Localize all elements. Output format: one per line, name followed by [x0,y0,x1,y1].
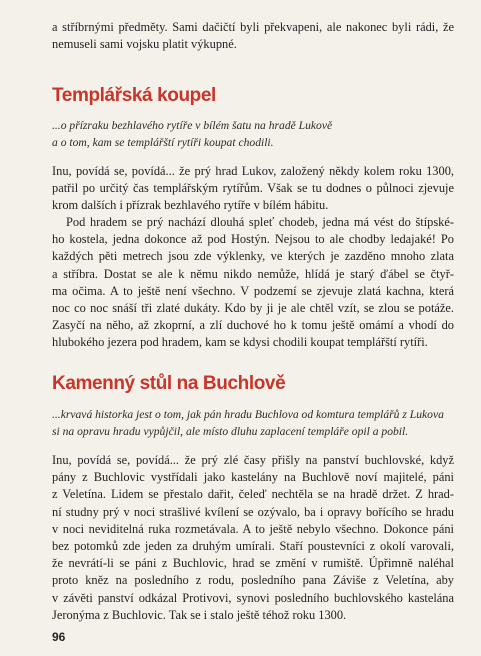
text-line: a stříbrnými předměty. Sami dačičtí byli překvapeni, ale nakonec byli rádi, že [52,20,454,34]
text-line: ma očima. A to ještě není všechno. V podzemí se zjevuje zlatá kachna, která [52,283,454,298]
section-heading-kamenny-stul: Kamenný stůl na Buchlově [52,373,286,394]
text-line: Jeronýma z Buchlovic. Tak se i stalo ještě téhož roku 1300. [52,607,347,622]
intro-line: ...o přízraku bezhlavého rytíře v bílém šatu na hradě Lukově [52,119,333,132]
text-line: v noci neviditelná ruka rozmetávala. A to ještě nebylo všechno. Dokonce páni [52,521,454,536]
text-line: ho kostela, jedna dokonce až pod Hostýn. Nejsou to ale chodby ledajaké! Po [52,232,454,247]
text-line: Pod hradem se prý nachází dlouhá spleť chodeb, jedna má vést do štípské- [66,215,454,229]
intro-line: si na opravu hradu vypůjčil, ale místo dluhu zaplacení templáře opil a pobil. [52,424,409,438]
section-intro [52,407,452,440]
section-heading-templarska-koupel: Templářská koupel [52,85,216,106]
body-paragraph [52,163,454,215]
page-number: 96 [52,630,66,644]
body-paragraph [52,214,454,352]
text-line: ní studny prý v noci strašlivé kvílení se ozývalo, ba i opravy bořícího se hradu [52,504,454,519]
text-line: pány z Buchlovic vystřídali jako kastelány na Buchlově noví majitelé, páni [52,470,454,485]
text-line: každých pěti metrech jsou zde výklenky, ve kterých je zazděno mnoho zlata [52,249,454,264]
text-line: Inu, povídá se, povídá... že prý zlé časy přišly na panství buchlovské, když [52,453,454,467]
text-line: Inu, povídá se, povídá... že prý hrad Lukov, založený někdy kolem roku 1300, [52,164,454,178]
text-line: krom dalších i přízrak bezhlavého rytíře v bílém hábitu. [52,198,329,213]
text-line: a stříbra. Dostat se ale k němu nikdo nemůže, hlídá je starý ďábel se čtyř- [52,266,454,281]
intro-line: a o tom, kam se templářští rytíři koupat chodili. [52,135,274,149]
intro-line: ...krvavá historka jest o tom, jak pán hradu Buchlova od komtura templářů z Lukova [52,408,444,421]
text-line: že nevrátí-li se páni z Buchlovic, hrad se změní v rumiště. Úpřimně naléhal [52,556,454,571]
continuation-paragraph [52,19,454,53]
text-line: patřil po určitý čas templářským rytířům. Však se tu dodnes o půlnoci zjevuje [52,181,454,196]
text-line: bez potomků zde jeden za druhým umírali. Staří poustevníci z okolí varovali, [52,539,454,554]
text-line: z Veletína. Lidem se přestalo dařit, čeleď nechtěla se na hradě držet. Z hrad- [52,487,454,502]
text-line: nemuseli sami vojsku platit výkupné. [52,37,237,52]
text-line: v závěti panství odkázal Protivovi, synovi posledního buchlovského kastelána [52,590,454,605]
body-paragraph [52,452,454,624]
text-line: hlubokého jezera pod hradem, kam se kdysi chodili koupat templářští rytíři. [52,335,428,350]
text-line: Zasyčí na něho, až zkoprní, a zlí duchové ho k tomu ještě omámí a vhodí do [52,318,454,333]
text-line: proto kněz na posledního z rodu, posledního pana Záviše z Veletína, aby [52,573,454,588]
text-line: noc co noc snáší tři zlaté dukáty. Kdo by ji je ale chtěl vzít, se zlou se potáže. [52,301,454,316]
section-intro [52,118,452,151]
